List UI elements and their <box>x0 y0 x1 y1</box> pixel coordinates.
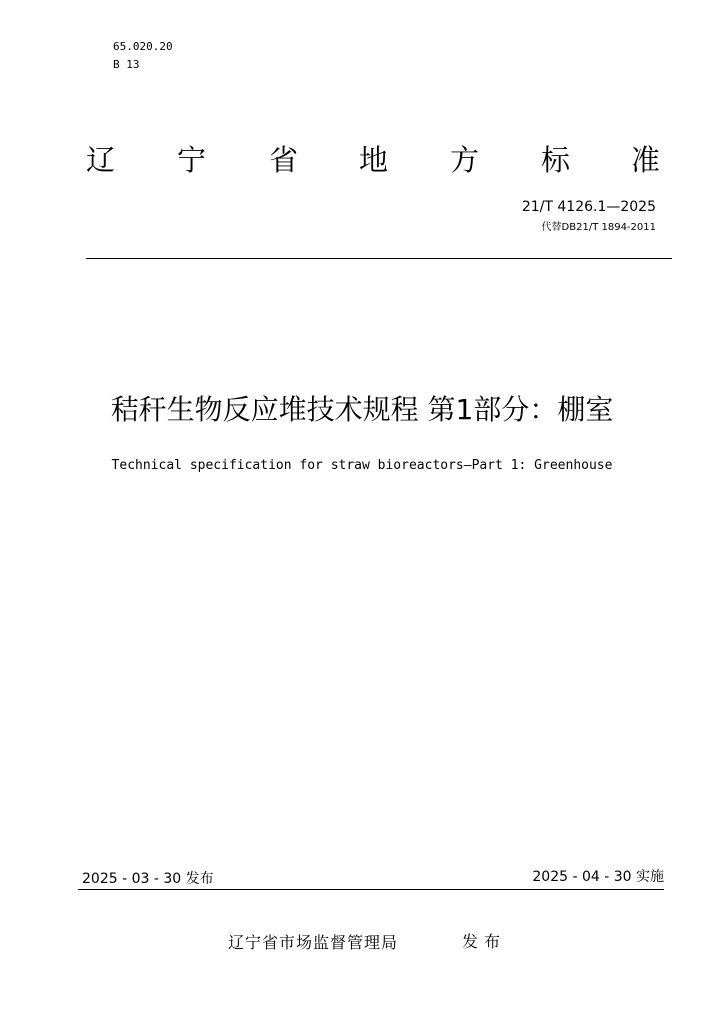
issuer-action: 发布 <box>462 932 507 951</box>
standard-number: 21/T 4126.1—2025 <box>521 199 656 215</box>
document-title-chinese: 秸秆生物反应堆技术规程 第1部分：棚室 <box>110 393 614 426</box>
replaces-standard: 代替DB21/T 1894-2011 <box>541 222 656 233</box>
ics-code: 65.020.20 <box>113 40 173 53</box>
ccs-code: B 13 <box>113 58 140 71</box>
standard-type-char: 准 <box>631 143 661 177</box>
bottom-divider <box>78 889 664 890</box>
classification-codes <box>113 38 173 74</box>
issue-date: 2025 - 03 - 30 发布 <box>82 871 214 887</box>
standard-type-char: 辽 <box>86 143 116 177</box>
top-divider <box>86 258 672 259</box>
standard-type-char: 宁 <box>177 143 207 177</box>
standard-type-char: 省 <box>269 143 299 177</box>
standard-type-char: 标 <box>541 143 571 177</box>
standard-type-char: 方 <box>450 143 480 177</box>
implementation-date: 2025 - 04 - 30 实施 <box>532 869 664 885</box>
standard-type-char: 地 <box>359 143 389 177</box>
document-title-english: Technical specification for straw bioreactors—Part 1: Greenhouse <box>111 458 613 473</box>
standard-type-title <box>86 140 662 180</box>
issuing-authority: 辽宁省市场监督管理局 <box>228 933 399 952</box>
